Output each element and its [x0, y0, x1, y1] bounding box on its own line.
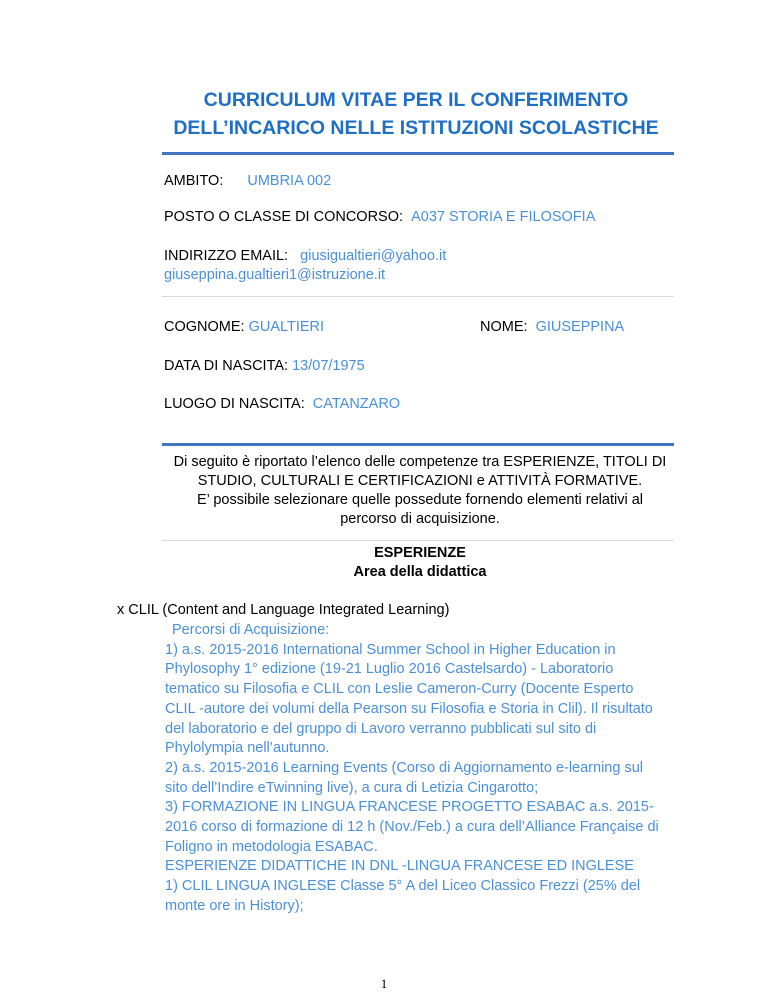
clil-line: Phylosophy 1° edizione (19-21 Luglio 2016 Castelsardo) - Laboratorio: [165, 661, 614, 678]
intro-line-3: E’ possibile selezionare quelle possedute fornendo elementi relativi al: [196, 492, 643, 508]
posto-row: [164, 208, 595, 227]
clil-item-body: [165, 621, 705, 917]
email-row: [164, 247, 446, 266]
intro-paragraph: [160, 453, 680, 529]
clil-line: del laboratorio e del gruppo di Lavoro verranno pubblicati sul sito di: [165, 720, 597, 737]
email-value-1: giusigualtieri@yahoo.it: [300, 248, 447, 264]
nome-label: NOME:: [480, 319, 528, 335]
divider-thick: [162, 152, 674, 155]
posto-value: A037 STORIA E FILOSOFIA: [411, 209, 596, 225]
divider-thin: [162, 296, 674, 297]
section-title: ESPERIENZE: [374, 545, 466, 561]
title-line-2: DELL’INCARICO NELLE ISTITUZIONI SCOLASTICHE: [173, 117, 659, 139]
clil-line: tematico su Filosofia e CLIL con Leslie Cameron-Curry (Docente Esperto: [165, 681, 634, 698]
clil-line: CLIL -autore dei volumi della Pearson su Filosofia e Storia in Clil). Il risultato: [165, 700, 653, 717]
nome-value: GIUSEPPINA: [535, 319, 625, 335]
luogo-value: CATANZARO: [312, 396, 401, 412]
posto-label: POSTO O CLASSE DI CONCORSO:: [164, 209, 404, 225]
clil-line: 3) FORMAZIONE IN LINGUA FRANCESE PROGETTO ESABAC a.s. 2015-: [165, 799, 654, 816]
clil-line: monte ore in History);: [165, 897, 304, 914]
clil-line: ESPERIENZE DIDATTICHE IN DNL -LINGUA FRANCESE ED INGLESE: [165, 858, 634, 875]
nascita-label: DATA DI NASCITA:: [164, 358, 289, 374]
nascita-row: [164, 357, 365, 376]
clil-line: 1) a.s. 2015-2016 International Summer School in Higher Education in: [165, 641, 616, 658]
clil-item-title: x CLIL (Content and Language Integrated Learning): [117, 602, 450, 618]
clil-line: sito dell’Indire eTwinning live), a cura di Letizia Cingarotto;: [165, 779, 539, 796]
email-label: INDIRIZZO EMAIL:: [164, 248, 289, 264]
intro-line-4: percorso di acquisizione.: [340, 511, 500, 527]
page-number: 1: [380, 976, 388, 991]
nome-row: [480, 318, 624, 337]
divider-thick-2: [162, 443, 674, 446]
clil-line: 1) CLIL LINGUA INGLESE Classe 5° A del Liceo Classico Frezzi (25% del: [165, 878, 641, 895]
clil-line: Phylolympia nell’autunno.: [165, 740, 330, 757]
clil-line: Foligno in metodologia ESABAC.: [165, 838, 378, 855]
title-line-1: CURRICULUM VITAE PER IL CONFERIMENTO: [203, 89, 629, 111]
clil-line: 2) a.s. 2015-2016 Learning Events (Corso di Aggiornamento e-learning sul: [165, 759, 643, 776]
intro-line-2: STUDIO, CULTURALI E CERTIFICAZIONI e ATTIVITÀ FORMATIVE.: [197, 473, 643, 489]
luogo-label: LUOGO DI NASCITA:: [164, 396, 305, 412]
ambito-value: UMBRIA 002: [247, 173, 332, 189]
intro-line-1: Di seguito è riportato l’elenco delle competenze tra ESPERIENZE, TITOLI DI: [173, 454, 667, 470]
section-heading: [160, 544, 680, 582]
cognome-label: COGNOME:: [164, 319, 245, 335]
nascita-value: 13/07/1975: [292, 358, 365, 374]
section-subtitle: Area della didattica: [353, 564, 487, 580]
document-title: [0, 86, 768, 142]
clil-line: Percorsi di Acquisizione:: [172, 622, 330, 638]
ambito-label: AMBITO:: [164, 173, 224, 189]
divider-thin-2: [162, 540, 674, 541]
clil-line: 2016 corso di formazione di 12 h (Nov./Feb.) a cura dell’Alliance Française di: [165, 819, 659, 836]
ambito-row: [164, 172, 331, 191]
email-value-2: giuseppina.gualtieri1@istruzione.it: [164, 267, 386, 283]
cognome-row: [164, 318, 324, 337]
cognome-value: GUALTIERI: [248, 319, 325, 335]
luogo-row: [164, 395, 400, 414]
